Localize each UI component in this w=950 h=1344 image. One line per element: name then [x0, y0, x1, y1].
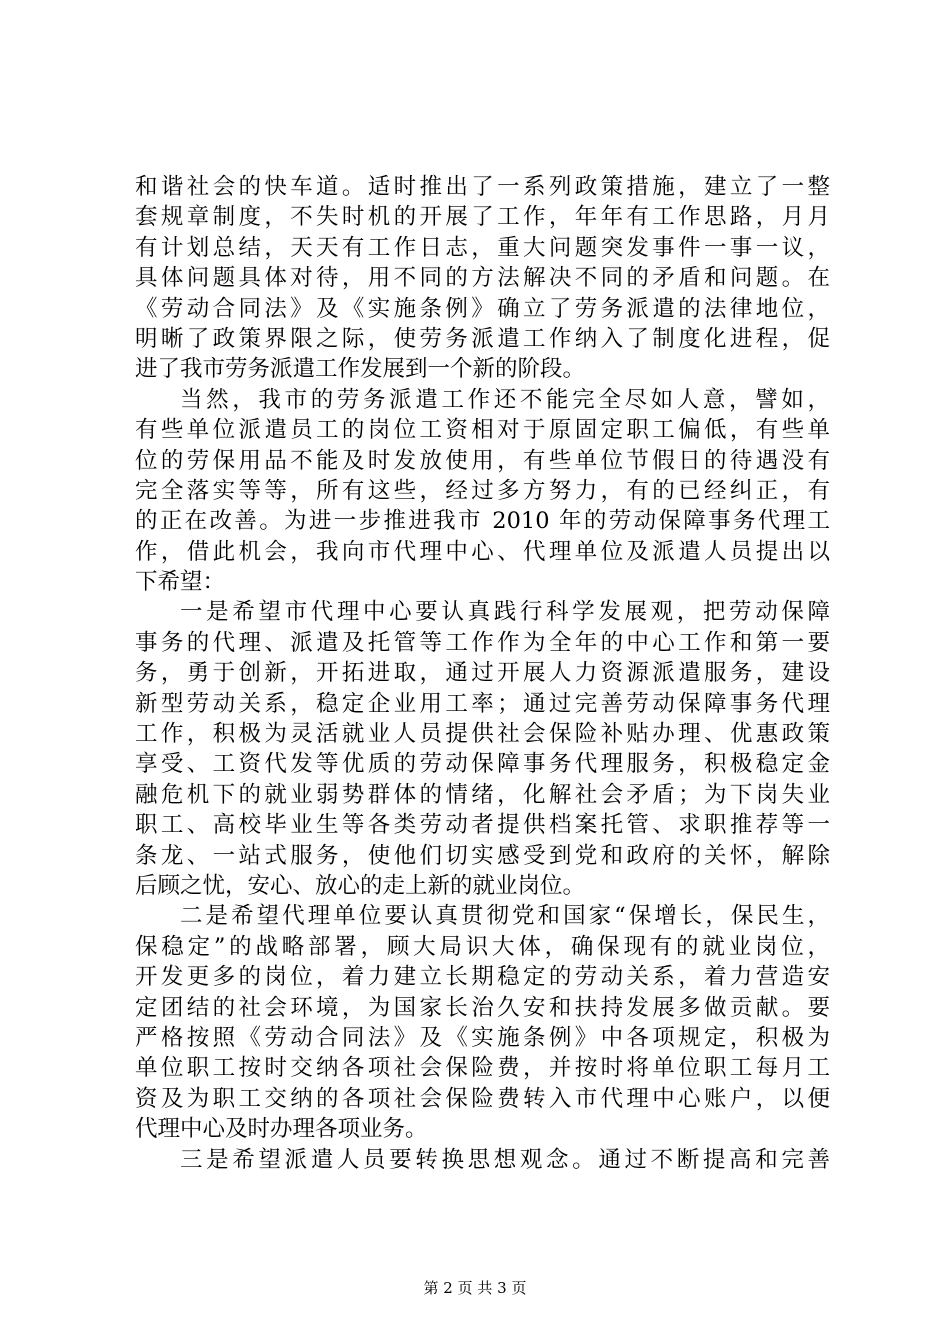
- text-line: 新型劳动关系，稳定企业用工率；通过完善劳动保障事务代理: [135, 690, 830, 717]
- text-line: 和谐社会的快车道。适时推出了一系列政策措施，建立了一整: [135, 174, 830, 200]
- text-line: 完全落实等等，所有这些，经过多方努力，有的已经纠正，有: [135, 477, 830, 504]
- text-line: 有计划总结，天天有工作日志，重大问题突发事件一事一议，: [135, 234, 830, 261]
- text-line: 明晰了政策界限之际，使劳务派遣工作纳入了制度化进程，促: [135, 325, 830, 352]
- text-line: 代理中心及时办理各项业务。: [135, 1116, 428, 1143]
- text-line: 事务的代理、派遣及托管等工作作为全年的中心工作和第一要: [135, 629, 830, 656]
- document-body: [135, 172, 830, 1175]
- text-line: 融危机下的就业弱势群体的情绪，化解社会矛盾；为下岗失业: [135, 781, 830, 808]
- paragraph-first-line: 一是希望市代理中心要认真践行科学发展观，把劳动保障: [180, 599, 830, 626]
- text-line: 单位职工按时交纳各项社会保险费，并按时将单位职工每月工: [135, 1055, 830, 1082]
- text-line: 保稳定”的战略部署，顾大局识大体，确保现有的就业岗位，: [135, 933, 830, 960]
- text-line: 职工、高校毕业生等各类劳动者提供档案托管、求职推荐等一: [135, 812, 830, 839]
- paragraph-first-line: 当然，我市的劳务派遣工作还不能完全尽如人意，譬如，: [180, 386, 830, 413]
- text-line: 工作，积极为灵活就业人员提供社会保险补贴办理、优惠政策: [135, 721, 830, 748]
- text-line: 位的劳保用品不能及时发放使用，有些单位节假日的待遇没有: [135, 447, 830, 474]
- text-line: 严格按照《劳动合同法》及《实施条例》中各项规定，积极为: [135, 1024, 830, 1051]
- text-line: 开发更多的岗位，着力建立长期稳定的劳动关系，着力营造安: [135, 964, 830, 991]
- text-line: 资及为职工交纳的各项社会保险费转入市代理中心账户，以便: [135, 1085, 830, 1112]
- text-line: 有些单位派遣员工的岗位工资相对于原固定职工偏低，有些单: [135, 417, 830, 444]
- text-line: 后顾之忧，安心、放心的走上新的就业岗位。: [135, 872, 586, 899]
- page-footer: 第 2 页 共 3 页: [423, 1279, 527, 1297]
- text-line: 的正在改善。为进一步推进我市 2010 年的劳动保障事务代理工: [135, 508, 830, 535]
- text-line: 条龙、一站式服务，使他们切实感受到党和政府的关怀，解除: [135, 842, 830, 869]
- paragraph-first-line: 三是希望派遣人员要转换思想观念。通过不断提高和完善: [180, 1146, 830, 1173]
- text-line: 作，借此机会，我向市代理中心、代理单位及派遣人员提出以: [135, 538, 830, 565]
- paragraph-first-line: 二是希望代理单位要认真贯彻党和国家“保增长，保民生，: [180, 903, 830, 930]
- text-line: 具体问题具体对待，用不同的方法解决不同的矛盾和问题。在: [135, 265, 830, 292]
- text-line: 享受、工资代发等优质的劳动保障事务代理服务，积极稳定金: [135, 751, 830, 778]
- text-line: 套规章制度，不失时机的开展了工作，年年有工作思路，月月: [135, 204, 830, 231]
- text-line: 《劳动合同法》及《实施条例》确立了劳务派遣的法律地位，: [135, 295, 830, 322]
- text-line: 进了我市劳务派遣工作发展到一个新的阶段。: [135, 356, 586, 383]
- text-line: 务，勇于创新，开拓进取，通过开展人力资源派遣服务，建设: [135, 660, 830, 687]
- text-line: 下希望：: [135, 569, 226, 596]
- text-line: 定团结的社会环境，为国家长治久安和扶持发展多做贡献。要: [135, 994, 830, 1021]
